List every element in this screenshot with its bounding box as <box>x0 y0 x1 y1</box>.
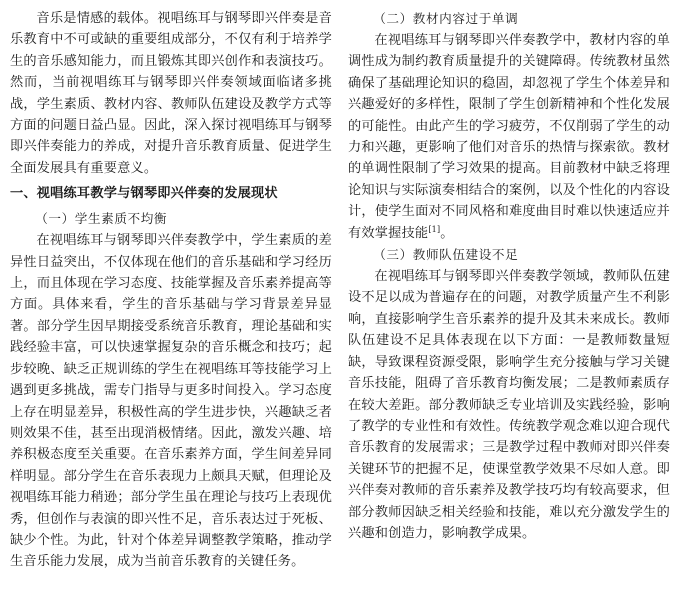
subsection-1-paragraph: 在视唱练耳与钢琴即兴伴奏教学中，学生素质的差异性日益突出，不仅体现在他们的音乐基础和学习经历上，而且体现在学习态度、技能掌握及音乐素养提高等方面。具体来看，学生的音乐基础与学习背景差异显著。部分学生因早期接受系统音乐教育，理论基础和实践经验丰富，可以快速掌握复杂的音乐概念和技巧；起步较晚、缺乏正规训练的学生在视唱练耳等技能学习上遇到更多挑战，需专门指导与更多时间投入。学习态度上存在明显差异，积极性高的学生进步快，兴趣缺乏者则效果不佳，甚至出现消极情绪。因此，激发兴趣、培养积极态度至关重要。在音乐素养方面，学生间差异同样明显。部分学生在音乐表现力上颇具天赋，但理论及视唱练耳能力稍逊；部分学生虽在理论与技巧上表现优秀，但创作与表演的即兴性不足，音乐表达过于死板、缺少个性。为此，针对个体差异调整教学策略，推动学生音乐能力发展，成为当前音乐教育的关键任务。 <box>10 233 332 570</box>
subsection-3-paragraph: 在视唱练耳与钢琴即兴伴奏教学领域，教师队伍建设不足以成为普遍存在的问题，对教学质量产生不利影响，直接影响学生音乐素养的提升及其未来成长。教师队伍建设不足具体表现在以下方面：一是教师数量短缺，导致课程资源受限，影响学生充分接触与学习关键音乐技能，阻碍了音乐教育均衡发展；二是教师素质存在较大差距。部分教师缺乏专业培训及实践经验，影响了教学的专业性和有效性。传统教学观念难以迎合现代音乐教育的发展需求；三是教学过程中教师对即兴伴奏关键环节的把握不足，使课堂教学效果不尽如人意。即兴伴奏对教师的音乐素养及教学技巧均有较高要求，但部分教师因缺乏相关经验和技能，难以充分激发学生的兴趣和创造力，影响教学成果。 <box>348 269 670 541</box>
subsection-heading-3: （三）教师队伍建设不足 <box>373 247 519 263</box>
subsection-2-text: 在视唱练耳与钢琴即兴伴奏教学中，教材内容的单调性成为制约教育质量提升的关键障碍。传统教材虽然确保了基础理论知识的稳固，却忽视了学生个体差异和兴趣爱好的多样性，限制了学生创新精神和个性化发展的可能性。由此产生的学习疲劳，不仅削弱了学生的动力和兴趣，更影响了他们对音乐的热情与探索欲。教材的单调性限制了学习效果的提高。目前教材中缺乏将理论知识与实际演奏相结合的案例，以及个性化的内容设计，使学生面对不同风格和难度曲目时难以快速适应并有效掌握技能 <box>348 33 670 241</box>
citation-marker: [1] <box>428 224 441 234</box>
section-heading-1: 一、视唱练耳教学与钢琴即兴伴奏的发展现状 <box>10 186 278 202</box>
subsection-heading-2: （二）教材内容过于单调 <box>373 11 519 26</box>
right-column <box>348 8 670 602</box>
left-column <box>10 8 332 602</box>
subsection-2-paragraph <box>348 30 670 244</box>
subsection-heading-1: （一）学生素质不均衡 <box>35 211 168 227</box>
subsection-2-end: 。 <box>440 225 454 241</box>
intro-paragraph: 音乐是情感的载体。视唱练耳与钢琴即兴伴奏是音乐教育中不可或缺的重要组成部分，不仅有利于培养学生的音乐感知能力，而且锻炼其即兴创作和表演技巧。然而，当前视唱练耳与钢琴即兴伴奏领域面临诸多挑战，学生素质、教材内容、教师队伍建设及教学方式等方面的问题日益凸显。因此，深入探讨视唱练耳与钢琴即兴伴奏能力的养成，对提升音乐教育质量、促进学生全面发展具有重要意义。 <box>10 11 332 176</box>
